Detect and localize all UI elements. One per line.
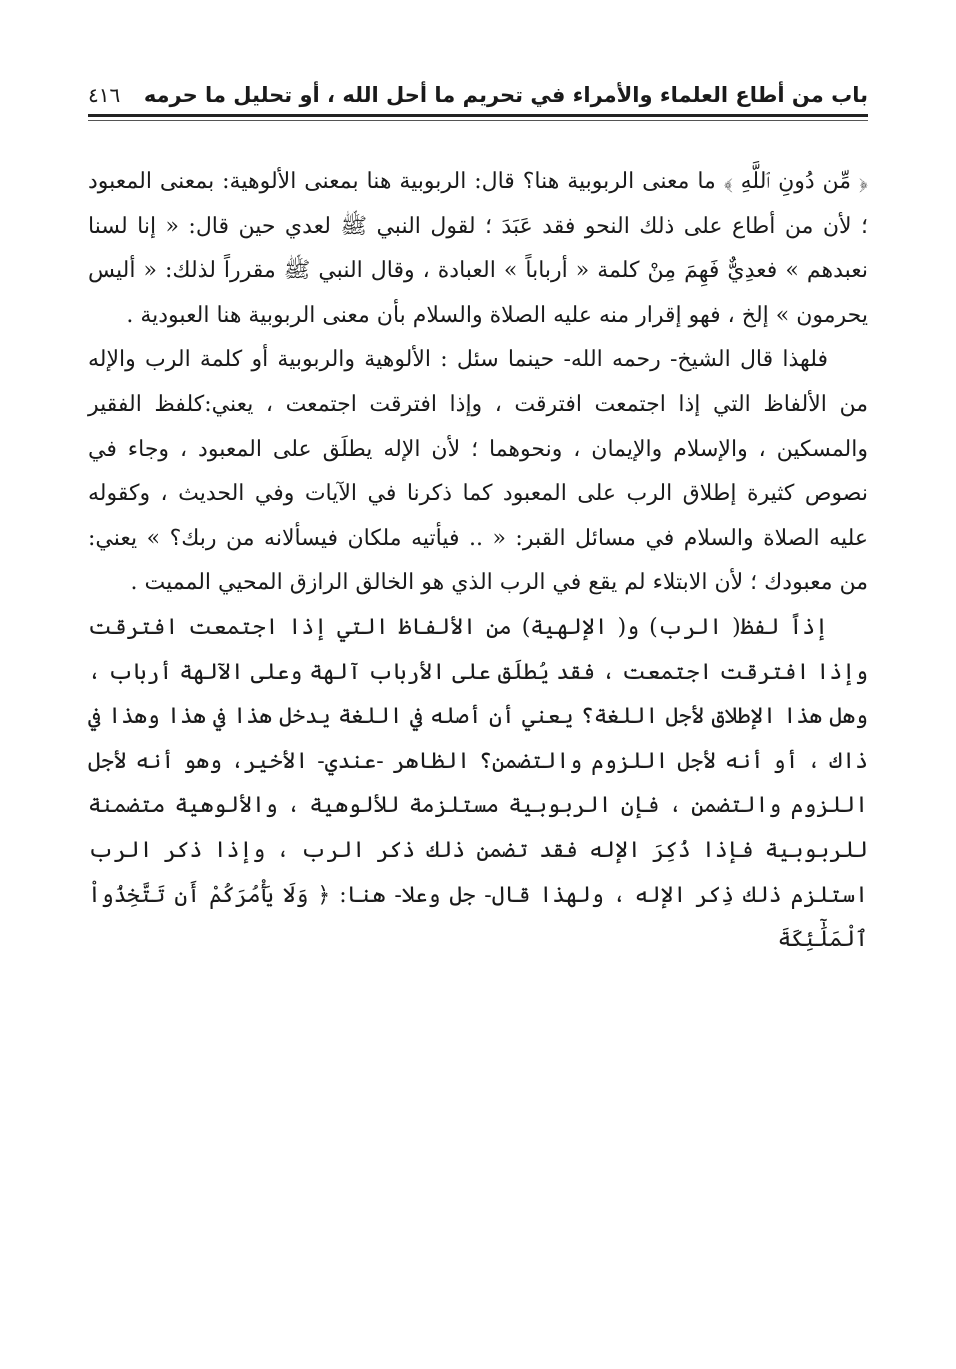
header-divider-thin <box>88 120 868 121</box>
paragraph: ﴿ مِّن دُونِ ٱللَّهِ ﴾ ما معنى الربوبية هنا؟ قال: الربوبية هنا بمعنى الألوهية: بمعنى المعبود ؛ لأن من أطاع على ذلك النحو فقد عَبَدَ ؛ لقول النبي ﷺ لعدي حين قال: « إنا لسنا نعبدهم » فعدِيٌّ فَهِمَ مِنْ كلمة « أرباباً » العبادة ، وقال النبي ﷺ مقرراً لذلك: « أليس يحرمون » إلخ ، فهو إقرار منه عليه الصلاة والسلام بأن معنى الربوبية هنا العبودية . <box>88 169 868 328</box>
chapter-title: باب من أطاع العلماء والأمراء في تحريم ما أحل الله ، أو تحليل ما حرمه <box>143 83 868 107</box>
paragraph: فلهذا قال الشيخ- رحمه الله- حينما سئل : الألوهية والربوبية أو كلمة الرب والإله من الألفاظ التي إذا اجتمعت افترقت ، وإذا افترقت اجتمعت ، يعني:كلفظ الفقير والمسكين ، والإسلام والإيمان ، ونحوهما ؛ لأن الإله يطلَق على المعبود ، وجاء في نصوص كثيرة إطلاق الرب على المعبود كما ذكرنا في الآيات وفي الحديث ، وكقوله عليه الصلاة والسلام في مسائل القبر: « .. فيأتيه ملكان فيسألانه من ربك؟ » يعني: من معبودك ؛ لأن الابتلاء لم يقع في الرب الذي هو الخالق الرازق المحيي المميت . <box>88 347 868 596</box>
header-divider-thick <box>88 114 868 117</box>
page-number: ٤١٦ <box>88 83 121 107</box>
main-text <box>88 160 868 963</box>
paragraph: إذاً لفظ( الرب) و( الإلهية) من الألفاظ التي إذا اجتمعت افترقت وإذا افترقت اجتمعت ، فقد يُطلَق على الأرباب آلهة وعلى الآلهة أرباب ، وهل هذا الإطلاق لأجل اللغة؟ يعني أن أصله في اللغة يدخل هذا في هذا وهذا في ذاك ، أو أنه لأجل اللزوم والتضمن؟ الظاهر -عندي- الأخير، وهو أنه لأجل اللزوم والتضمن ، فإن الربوبية مستلزمة للألوهية ، والألوهية متضمنة للربوبية فإذا ذُكِرَ الإله فقد تضمن ذلك ذكر الرب ، وإذا ذكر الرب استلزم ذلك ذِكر الإله ، ولهذا قال- جل وعلا- هنا: ﴿ وَلَا يَأْمُرَكُمْ أَن تَتَّخِذُواْ ٱلْمَلَٰٓئِكَةَ <box>87 614 868 953</box>
page-header <box>88 78 868 114</box>
